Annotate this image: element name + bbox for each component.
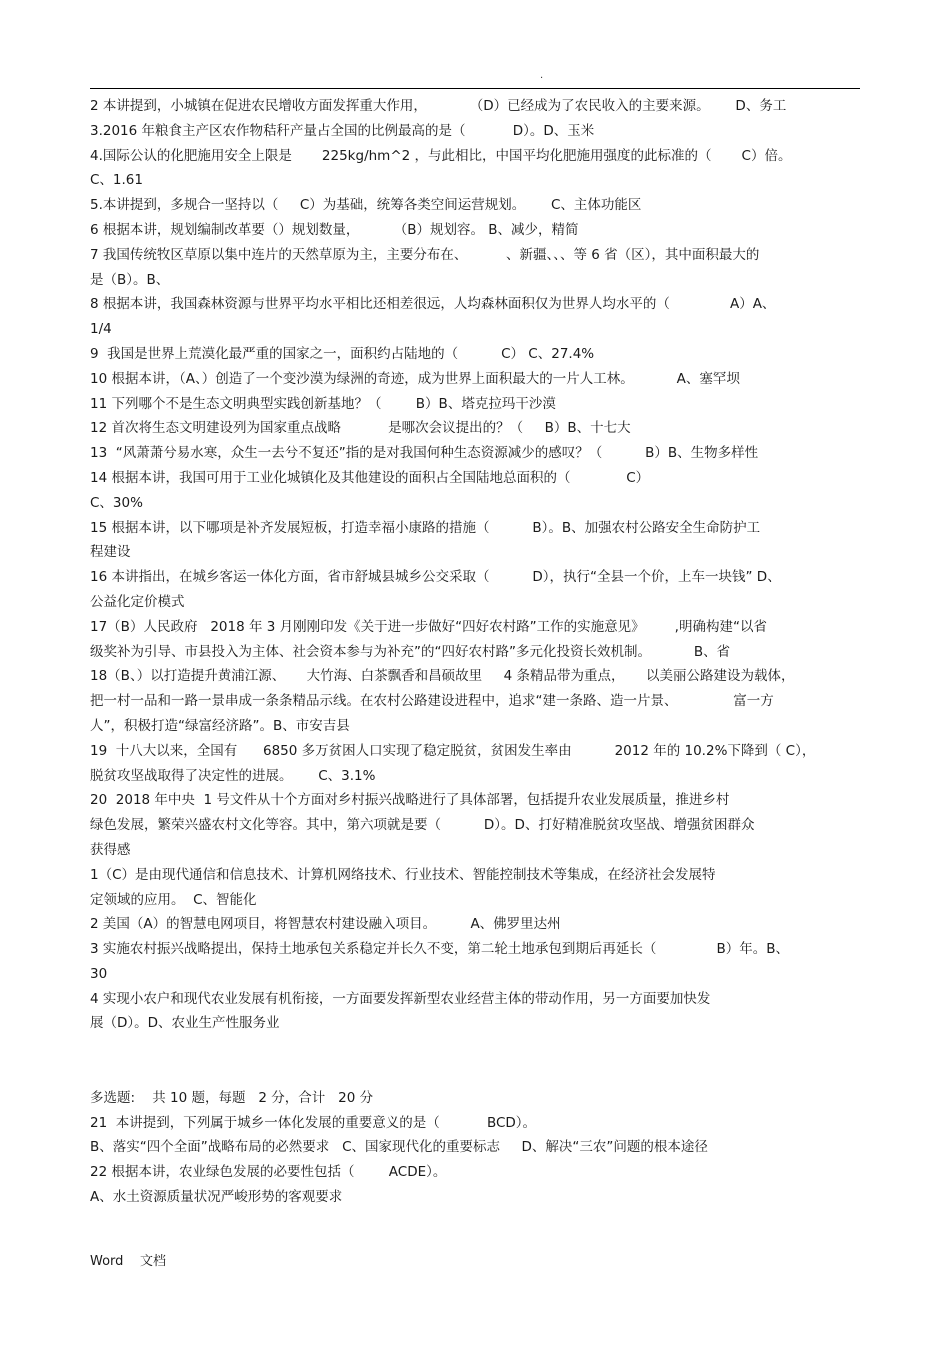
text-line: 17（B）人民政府 2018 年 3 月刚刚印发《关于进一步做好“四好农村路”工作的实施意见》 ,明确构建“以省 — [90, 618, 767, 635]
text-line: 人”，积极打造“绿富经济路”。B、市安吉县 — [90, 717, 350, 734]
text-line: 5.本讲提到，多规合一坚持以（ C）为基础，统筹各类空间运营规划。 C、主体功能区 — [90, 197, 642, 214]
text-line: A、水土资源质量状况严峻形势的客观要求 — [90, 1189, 343, 1206]
text-line: 8 根据本讲，我国森林资源与世界平均水平相比还相差很远，人均森林面积仅为世界人均水平的（ A）A、 — [90, 296, 776, 313]
section-gap — [90, 1036, 865, 1086]
text-line: C、1.61 — [90, 172, 143, 189]
section-heading: 多选题: 共 10 题，每题 2 分，合计 20 分 — [90, 1089, 374, 1106]
text-line: 公益化定价模式 — [90, 593, 185, 610]
text-line: 1（C）是由现代通信和信息技术、计算机网络技术、行业技术、智能控制技术等集成，在经济社会发展特 — [90, 866, 716, 883]
page-footer: Word 文档 — [90, 1254, 166, 1269]
text-line: 20 2018 年中央 1 号文件从十个方面对乡村振兴战略进行了具体部署，包括提升农业发展质量，推进乡村 — [90, 792, 730, 809]
text-line: 4 实现小农户和现代农业发展有机衔接，一方面要发挥新型农业经营主体的带动作用，另一方面要加快发 — [90, 990, 711, 1007]
text-line: 绿色发展，繁荣兴盛农村文化等容。其中，第六项就是要（ D）。D、打好精准脱贫攻坚战、增强贫困群众 — [90, 817, 755, 834]
text-line: 获得感 — [90, 841, 131, 858]
text-line: 程建设 — [90, 544, 131, 561]
text-line: 是（B）。B、 — [90, 271, 170, 288]
text-line: 展（D）。D、农业生产性服务业 — [90, 1015, 280, 1032]
multiple-choice-section — [90, 1086, 865, 1210]
text-line: 9 我国是世界上荒漠化最严重的国家之一，面积约占陆地的（ C） C、27.4% — [90, 345, 595, 362]
text-line: 21 本讲提到，下列属于城乡一体化发展的重要意义的是（ BCD）。 — [90, 1114, 537, 1131]
document-body — [90, 94, 865, 1210]
text-line: 4.国际公认的化肥施用安全上限是 225kg/hm^2 ，与此相比，中国平均化肥施用强度的此标准的（ C）倍。 — [90, 147, 792, 164]
text-line: 30 — [90, 965, 108, 982]
text-line: 7 我国传统牧区草原以集中连片的天然草原为主，主要分布在、 、新疆、、、等 6 省（区），其中面积最大的 — [90, 246, 760, 263]
text-line: 18（B、）以打造提升黄浦江源、 大竹海、白茶飘香和昌硕故里 4 条精品带为重点， 以美丽公路建设为载体， — [90, 668, 795, 685]
text-line: 2 本讲提到，小城镇在促进农民增收方面发挥重大作用， （D）已经成为了农民收入的主要来源。 D、务工 — [90, 98, 787, 114]
text-line: 级奖补为引导、市县投入为主体、社会资本参与为补充”的“四好农村路”多元化投资长效机制。 B、省 — [90, 643, 731, 660]
text-line: 22 根据本讲，农业绿色发展的必要性包括（ ACDE）。 — [90, 1164, 447, 1181]
text-line: 19 十八大以来，全国有 6850 多万贫困人口实现了稳定脱贫，贫困发生率由 2012 年的 10.2%下降到（ C）， — [90, 742, 816, 759]
text-line: 3 实施农村振兴战略提出，保持土地承包关系稳定并长久不变，第二轮土地承包到期后再延长（ B）年。B、 — [90, 941, 789, 958]
text-line: 14 根据本讲，我国可用于工业化城镇化及其他建设的面积占全国陆地总面积的（ C） — [90, 469, 650, 486]
text-line: C、30% — [90, 494, 143, 511]
text-line: 1/4 — [90, 321, 112, 338]
text-line: 12 首次将生态文明建设列为国家重点战略 是哪次会议提出的？（ B）B、十七大 — [90, 420, 631, 437]
text-line: 11 下列哪个不是生态文明典型实践创新基地？（ B）B、塔克拉玛干沙漠 — [90, 395, 556, 412]
text-line: 15 根据本讲，以下哪项是补齐发展短板，打造幸福小康路的措施（ B）。B、加强农村公路安全生命防护工 — [90, 519, 761, 536]
text-line: 6 根据本讲，规划编制改革要（）规划数量， （B）规划容。 B、减少，精简 — [90, 221, 579, 238]
header-rule — [90, 88, 860, 89]
text-line: 3.2016 年粮食主产区农作物秸秆产量占全国的比例最高的是（ D）。D、玉米 — [90, 122, 595, 139]
text-line: B、落实“四个全面”战略布局的必然要求 C、国家现代化的重要标志 D、解决“三农”问题的根本途径 — [90, 1139, 708, 1156]
header-dot: . — [540, 70, 544, 81]
text-line: 10 根据本讲，（A、）创造了一个变沙漠为绿洲的奇迹，成为世界上面积最大的一片人工林。 A、塞罕坝 — [90, 370, 740, 387]
text-line: 定领域的应用。 C、智能化 — [90, 891, 257, 908]
text-line: 2 美国（A）的智慧电网项目，将智慧农村建设融入项目。 A、佛罗里达州 — [90, 916, 561, 933]
text-line: 把一村一品和一路一景串成一条条精品示线。在农村公路建设进程中，追求“建一条路、造一片景、 富一方 — [90, 693, 774, 710]
question-list — [90, 94, 865, 1036]
text-line: 脱贫攻坚战取得了决定性的进展。 C、3.1% — [90, 767, 376, 784]
text-line: 13 “风萧萧兮易水寒，众生一去兮不复还”指的是对我国何种生态资源减少的感叹？（ B）B、生物多样性 — [90, 445, 759, 462]
text-line: 16 本讲指出，在城乡客运一体化方面，省市舒城县城乡公交采取（ D），执行“全县一个价，上车一块钱” D、 — [90, 569, 781, 586]
